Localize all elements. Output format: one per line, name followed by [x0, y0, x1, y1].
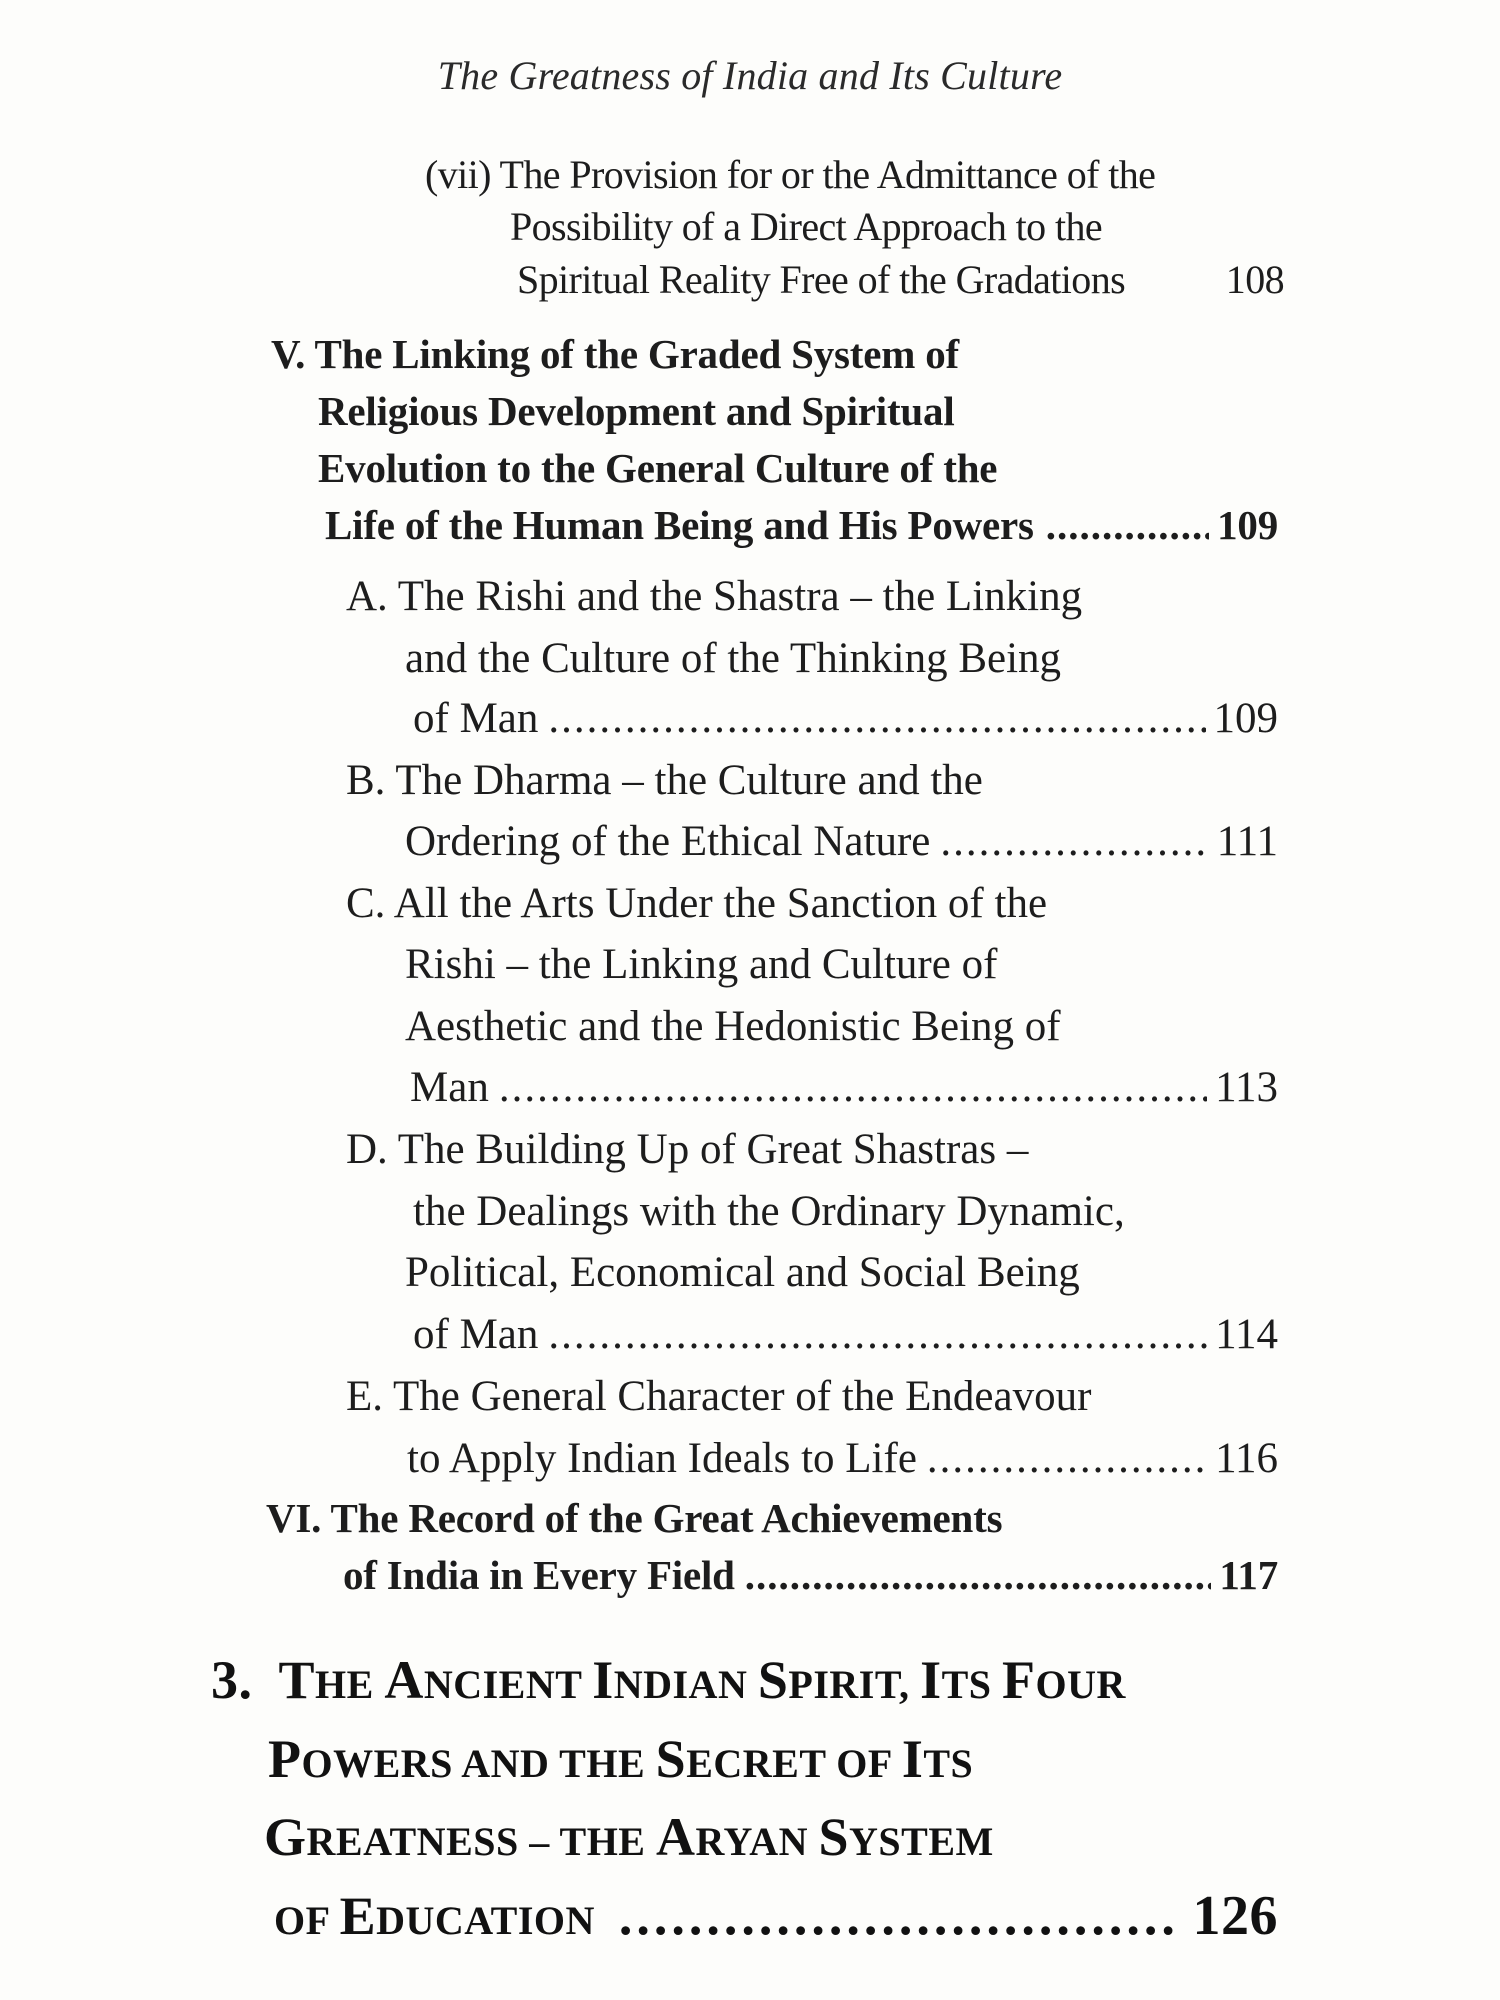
sc-rest: YSTEM — [849, 1819, 994, 1864]
sc-cap: A — [656, 1807, 696, 1867]
dot-leader — [940, 820, 1208, 863]
sc-cap: E — [339, 1886, 377, 1946]
sc-rest: HE — [315, 1662, 385, 1707]
toc-entry-b-line1: B. The Dharma – the Culture and the — [346, 757, 983, 804]
toc-section-v-line3: Evolution to the General Culture of the — [318, 445, 998, 491]
sc-cap: I — [901, 1729, 924, 1789]
toc-entry-a-line1: A. The Rishi and the Shastra – the Linking — [346, 573, 1083, 620]
toc-entry-b-line2 — [405, 820, 1278, 863]
sc-cap: S — [757, 1650, 789, 1710]
toc-entry-c-line3: Aesthetic and the Hedonistic Being of — [405, 1003, 1061, 1050]
toc-entry-c-page: 113 — [1215, 1064, 1278, 1111]
toc-entry-vii-line1: (vii) The Provision for or the Admittance of the — [425, 152, 1156, 197]
sc-cap: P — [268, 1729, 302, 1789]
toc-entry-c-line2: Rishi – the Linking and Culture of — [405, 941, 998, 988]
dot-leader — [745, 1555, 1212, 1596]
toc-entry-a-page: 109 — [1213, 695, 1278, 742]
toc-section-vi-line2 — [343, 1552, 1278, 1598]
sc-cap: G — [264, 1807, 307, 1867]
toc-entry-b-line2-text: Ordering of the Ethical Nature — [405, 818, 931, 865]
toc-section-v-line4 — [325, 502, 1278, 548]
toc-entry-a-line3 — [413, 697, 1278, 740]
toc-entry-d-line3: Political, Economical and Social Being — [405, 1249, 1080, 1296]
toc-section-v-line1: V. The Linking of the Graded System of — [271, 331, 959, 377]
sc-rest: OF — [274, 1898, 340, 1943]
sc-rest: ECRET OF — [686, 1741, 902, 1786]
toc-section-v-line4-text: Life of the Human Being and His Powers — [325, 502, 1034, 548]
toc-entry-vii-line2: Possibility of a Direct Approach to the — [510, 204, 1103, 249]
toc-chapter-3-line3 — [264, 1807, 994, 1867]
toc-entry-e-line2 — [407, 1437, 1278, 1480]
sc-rest: NCIENT — [423, 1662, 593, 1707]
sc-cap: T — [278, 1650, 316, 1710]
sc-rest: TS — [923, 1741, 974, 1786]
toc-entry-e-line1: E. The General Character of the Endeavour — [346, 1373, 1092, 1420]
toc-entry-e-line2-text: to Apply Indian Ideals to Life — [407, 1435, 917, 1482]
dot-leader — [927, 1437, 1207, 1480]
toc-entry-e-page: 116 — [1215, 1435, 1278, 1482]
toc-entry-d-line4-text: of Man — [413, 1311, 539, 1358]
dot-leader — [548, 1313, 1207, 1356]
toc-section-vi-line1: VI. The Record of the Great Achievements — [266, 1495, 1003, 1541]
dot-leader — [499, 1066, 1207, 1109]
toc-entry-d-line4 — [413, 1313, 1278, 1356]
sc-rest: OWERS AND THE — [301, 1741, 656, 1786]
dot-leader — [1046, 505, 1209, 546]
sc-rest: DUCATION — [376, 1898, 595, 1943]
toc-entry-c-line4 — [410, 1066, 1278, 1109]
sc-cap: I — [592, 1650, 614, 1710]
toc-entry-vii-line3: Spiritual Reality Free of the Gradations — [517, 257, 1126, 302]
toc-chapter-3-line2 — [268, 1729, 974, 1789]
sc-cap: S — [818, 1807, 850, 1867]
toc-entry-a-line3-text: of Man — [413, 695, 539, 742]
sc-cap: S — [655, 1729, 687, 1789]
sc-rest: TS — [941, 1662, 1003, 1707]
toc-chapter-3-line4-text — [274, 1886, 595, 1946]
chapter-number: 3. — [211, 1650, 253, 1710]
dot-leader — [619, 1889, 1177, 1943]
toc-section-vi-line2-text: of India in Every Field — [343, 1552, 735, 1598]
toc-entry-d-line1: D. The Building Up of Great Shastras – — [346, 1126, 1029, 1173]
toc-entry-c-line1: C. All the Arts Under the Sanction of the — [346, 880, 1048, 927]
sc-rest: REATNESS – THE — [306, 1819, 656, 1864]
toc-section-v-line2: Religious Development and Spiritual — [318, 388, 955, 434]
toc-entry-a-line2: and the Culture of the Thinking Being — [405, 635, 1062, 682]
sc-cap: I — [920, 1650, 942, 1710]
sc-rest: OUR — [1035, 1662, 1126, 1707]
toc-entry-b-page: 111 — [1216, 818, 1278, 865]
toc-chapter-3-line1 — [211, 1650, 1126, 1710]
toc-chapter-3-line4 — [274, 1885, 1278, 1947]
toc-entry-vii-page: 108 — [1225, 257, 1284, 302]
sc-rest: NDIAN — [613, 1662, 758, 1707]
toc-section-vi-page: 117 — [1219, 1552, 1278, 1598]
toc-entry-c-line4-text: Man — [410, 1064, 489, 1111]
toc-entry-d-line2: the Dealings with the Ordinary Dynamic, — [413, 1188, 1125, 1235]
running-head: The Greatness of India and Its Culture — [437, 53, 1063, 98]
sc-cap: A — [384, 1650, 424, 1710]
dot-leader — [548, 697, 1205, 740]
toc-chapter-3-page: 126 — [1192, 1885, 1278, 1947]
toc-section-v-page: 109 — [1217, 502, 1278, 548]
sc-cap: F — [1002, 1650, 1036, 1710]
toc-entry-d-page: 114 — [1215, 1311, 1278, 1358]
sc-rest: RYAN — [695, 1819, 819, 1864]
sc-rest: PIRIT, — [788, 1662, 921, 1707]
